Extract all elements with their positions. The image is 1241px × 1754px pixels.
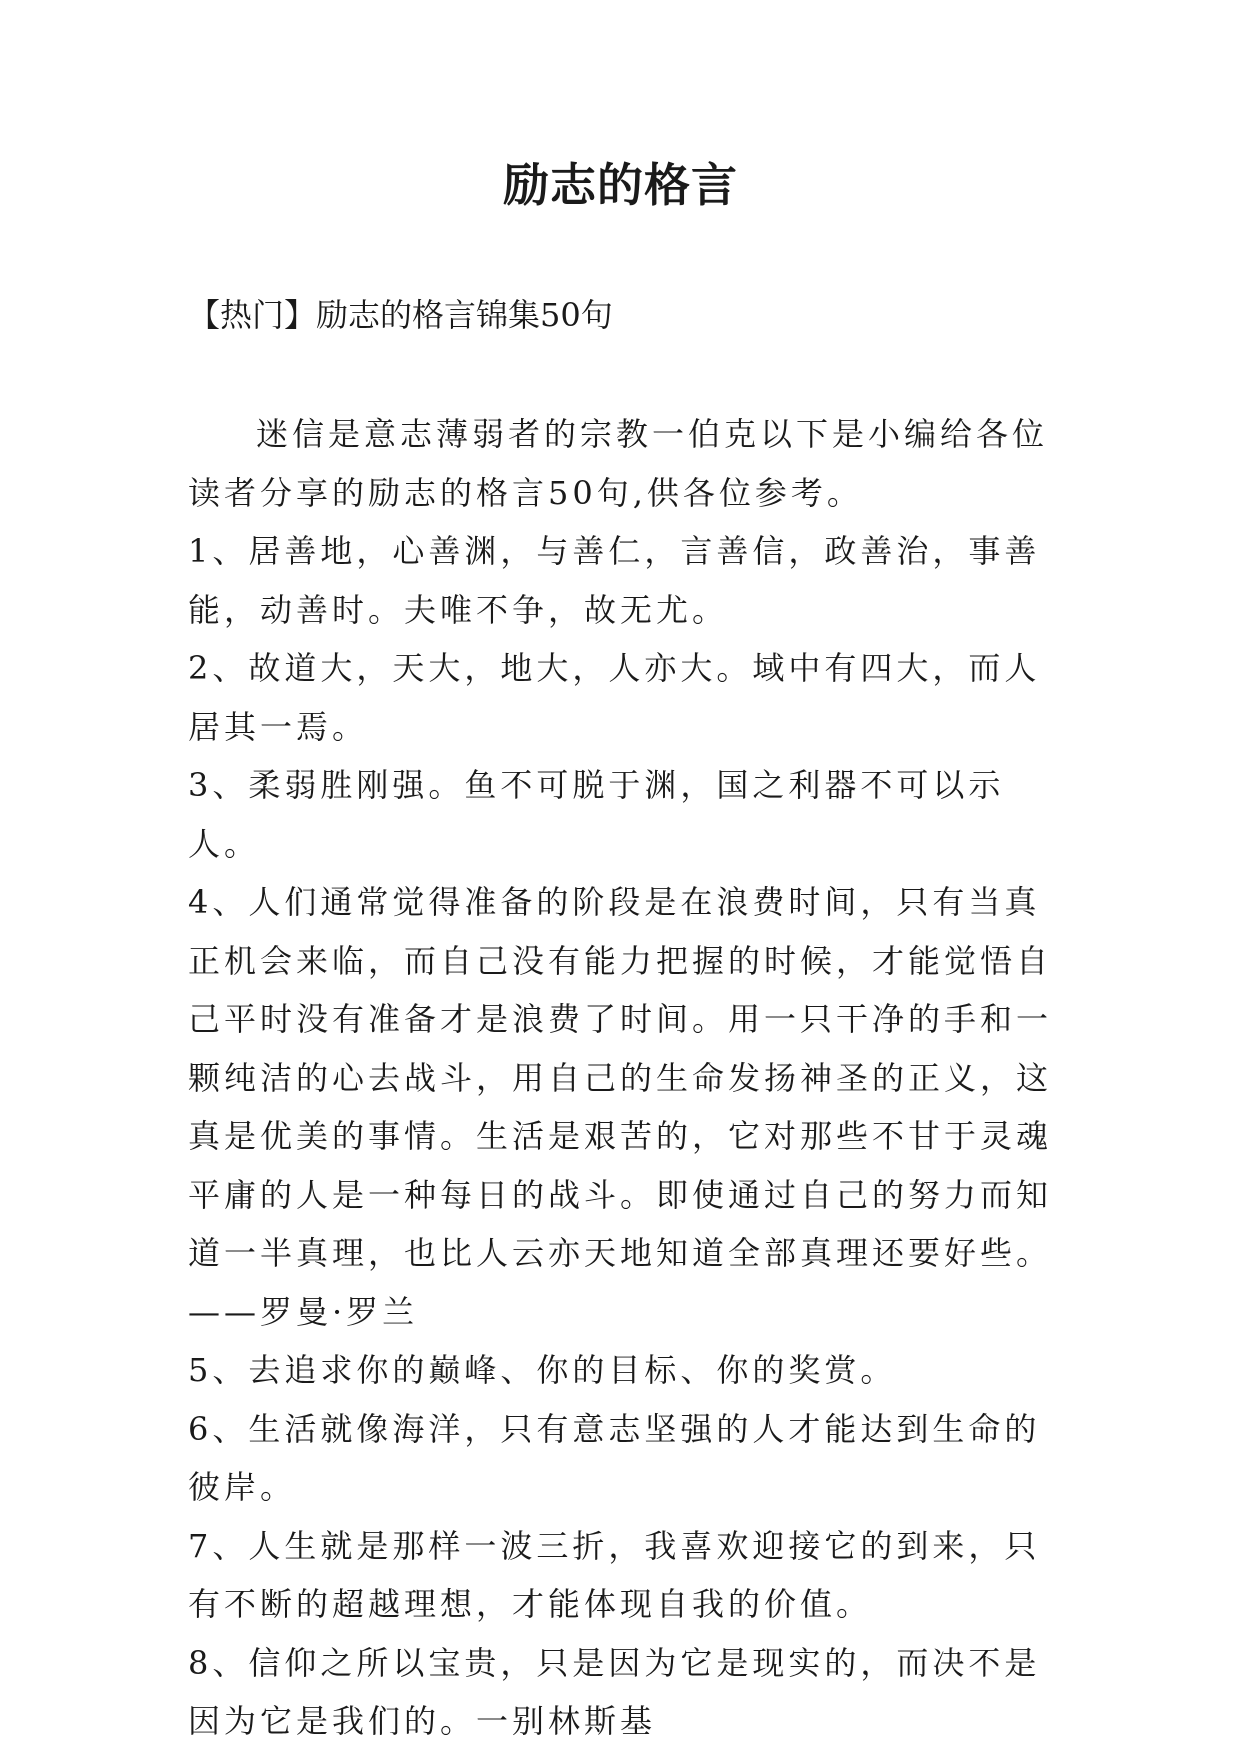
document-subtitle: 【热门】励志的格言锦集50句 <box>188 296 613 334</box>
intro-paragraph: 迷信是意志薄弱者的宗教一伯克以下是小编给各位读者分享的励志的格言50句,供各位参考。 <box>188 415 1049 512</box>
page-title: 励志的格言 <box>503 158 738 212</box>
quote-item-5: 5、去追求你的巅峰、你的目标、你的奖赏。 <box>188 1351 897 1389</box>
quote-item-2: 2、故道大，天大，地大，人亦大。域中有四大，而人居其一焉。 <box>188 649 1041 746</box>
quote-item-7: 7、人生就是那样一波三折，我喜欢迎接它的到来，只有不断的超越理想，才能体现自我的价值。 <box>188 1526 1041 1623</box>
quote-item-8: 8、信仰之所以宝贵，只是因为它是现实的，而决不是因为它是我们的。一别林斯基 <box>188 1643 1041 1740</box>
quote-item-1: 1、居善地，心善渊，与善仁，言善信，政善治，事善能，动善时。夫唯不争，故无尤。 <box>188 532 1041 629</box>
quote-item-4: 4、人们通常觉得准备的阶段是在浪费时间，只有当真正机会来临，而自己没有能力把握的时候，才能觉悟自己平时没有准备才是浪费了时间。用一只干净的手和一颗纯洁的心去战斗，用自己的生命发扬神圣的正义，这真是优美的事情。生活是艰苦的，它对那些不甘于灵魂平庸的人是一种每日的战斗。即使通过自己的努力而知道一半真理，也比人云亦天地知道全部真理还要好些。——罗曼·罗兰 <box>188 883 1053 1331</box>
quote-item-3: 3、柔弱胜刚强。鱼不可脱于渊，国之利器不可以示人。 <box>188 766 1005 863</box>
quote-item-6: 6、生活就像海洋，只有意志坚强的人才能达到生命的彼岸。 <box>188 1409 1041 1506</box>
document-body <box>188 405 1068 1751</box>
